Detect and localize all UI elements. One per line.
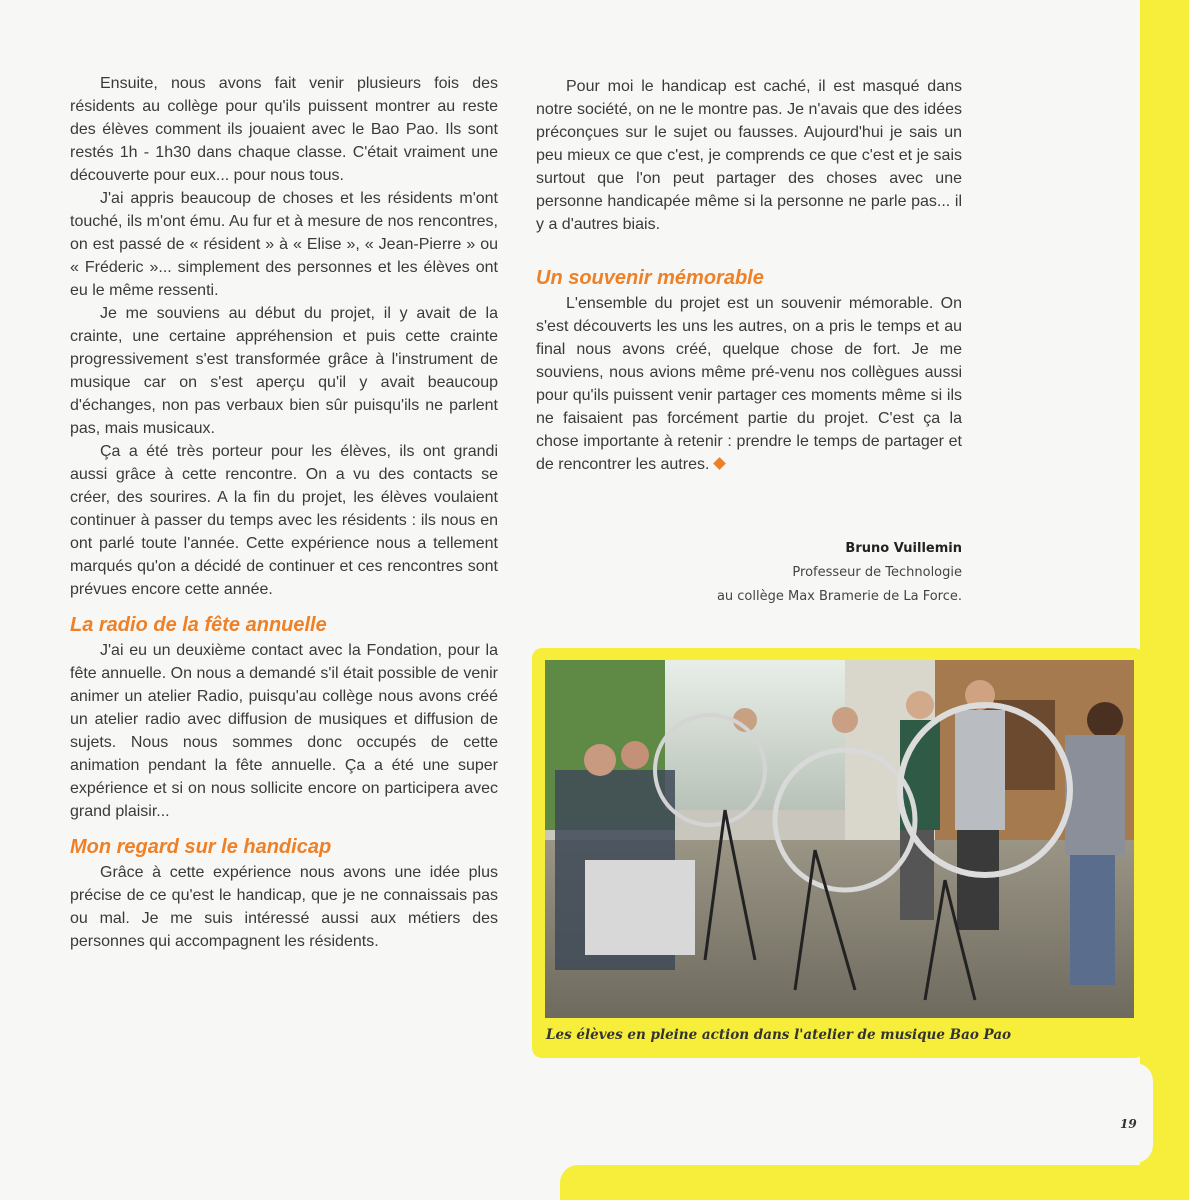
author-school: au collège Max Bramerie de La Force. — [716, 589, 962, 604]
paragraph: Ensuite, nous avons fait venir plusieurs fois des résidents au collège pour qu'ils puissent montrer au reste des élèves comment ils jouaient avec le Bao Pao. Ils sont restés 1h - 1h30 dans chaque classe. C'était vraiment une découverte pour eux... pour nous tous. — [70, 75, 498, 184]
yellow-side-band — [1140, 0, 1189, 1200]
paragraph: Ça a été très porteur pour les élèves, ils ont grandi aussi grâce à cette rencontre. On a vu des contacts se créer, des sourires. A la fin du projet, les élèves voulaient continuer à passer du temps avec les résidents : ils nous en ont parlé toute l'année. Cette expérience nous a tellement marqués qu'on a décidé de continuer et ces rencontres sont prévues encore cette année. — [70, 443, 498, 598]
section-heading-regard: Mon regard sur le handicap — [70, 836, 332, 858]
page-corner-tab — [1105, 1063, 1153, 1163]
paragraph: J'ai appris beaucoup de choses et les résidents m'ont touché, ils m'ont ému. Au fur et à mesure de nos rencontres, on est passé de « résident » à « Elise », « Jean-Pierre » ou « Fréderic »... simplement des personnes et les élèves ont eu le même ressenti. — [70, 190, 498, 299]
signature-block — [600, 537, 962, 609]
section-heading-radio: La radio de la fête annuelle — [70, 614, 327, 636]
page-number: 19 — [1120, 1117, 1137, 1131]
author-name: Bruno Vuillemin — [845, 541, 962, 556]
paragraph: Pour moi le handicap est caché, il est masqué dans notre société, on ne le montre pas. Je n'avais que des idées préconçues sur le sujet ou fausses. Aujourd'hui je sais un peu mieux ce que c'est, je comprends ce que c'est et je sais surtout que l'on peut partager des choses avec une personne handicapée même si la personne ne parle pas... il y a d'autres biais. — [536, 78, 962, 233]
paragraph: Je me souviens au début du projet, il y avait de la crainte, une certaine appréhension et puis cette crainte progressivement s'est transformée grâce à l'instrument de musique car on s'est aperçu qu'il y avait beaucoup d'échanges, non pas verbaux bien sûr puisqu'ils ne parlent pas, mais musicaux. — [70, 305, 498, 437]
section-heading-souvenir: Un souvenir mémorable — [536, 267, 764, 289]
yellow-bottom-band — [560, 1165, 1189, 1200]
photo-music-workshop — [545, 660, 1134, 1018]
author-role: Professeur de Technologie — [792, 565, 962, 580]
paragraph: J'ai eu un deuxième contact avec la Fondation, pour la fête annuelle. On nous a demandé s'il était possible de venir animer un atelier Radio, puisqu'au collège nous avons créé un atelier radio avec diffusion de musiques et diffusion de sujets. Nous nous sommes donc occupés de cette animation pendant la fête annuelle. Ça a été une super expérience et si on nous sollicite encore on participera avec grand plaisir... — [70, 642, 498, 820]
paragraph: Grâce à cette expérience nous avons une idée plus précise de ce qu'est le handicap, que je ne connaissais pas ou mal. Je me suis intéressé aussi aux métiers des personnes qui accompagnent les résidents. — [70, 864, 498, 950]
left-column — [70, 72, 498, 953]
end-diamond-icon — [714, 457, 727, 470]
photo-caption: Les élèves en pleine action dans l'atelier de musique Bao Pao — [546, 1027, 1012, 1043]
paragraph-text: L'ensemble du projet est un souvenir mémorable. On s'est découverts les uns les autres, on a pris le temps et au final nous avons créé, quelque chose de fort. Je me souviens, nous avions même pré-venu nos collègues aussi pour qu'ils puissent venir partager ces moments même si ils ne faisaient pas forcément partie du projet. C'est ça la chose importante à retenir : prendre le temps de partager et de rencontrer les autres. — [536, 295, 962, 473]
paragraph — [536, 292, 962, 476]
right-column — [536, 75, 962, 476]
